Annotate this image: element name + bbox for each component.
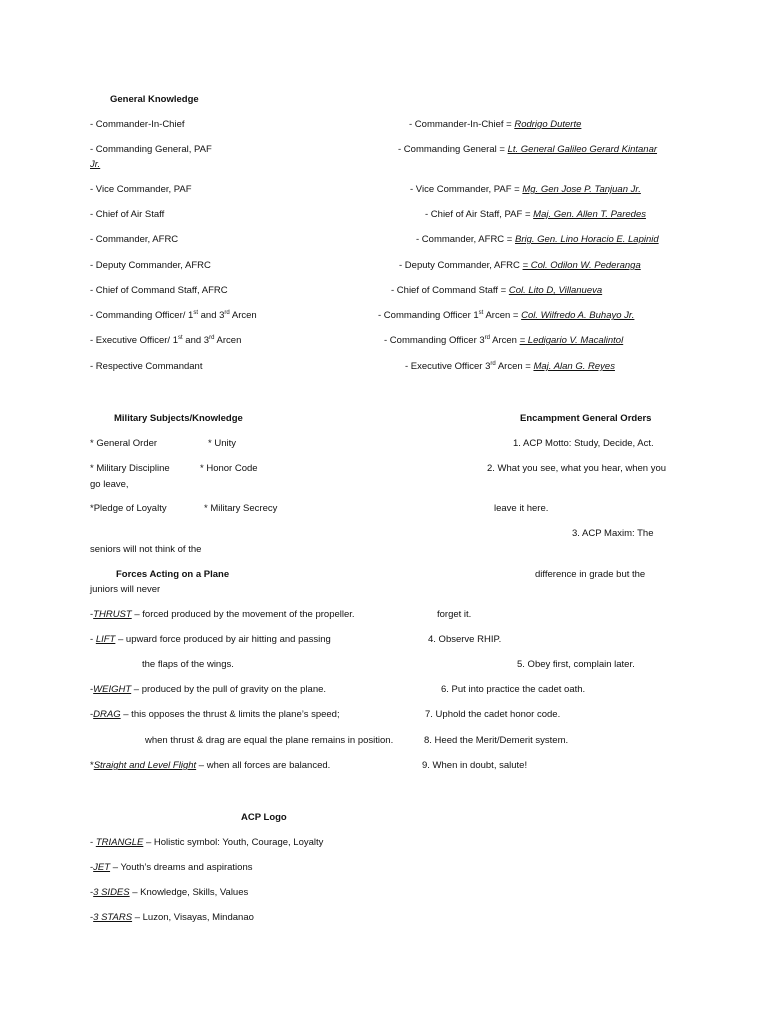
position-left: - Deputy Commander, AFRC: [90, 260, 211, 271]
officer-entry: [416, 234, 659, 246]
text: – Holistic symbol: Youth, Courage, Loyalty: [143, 837, 324, 848]
order-line: 9. When in doubt, salute!: [422, 760, 528, 771]
officer-entry: [398, 144, 657, 156]
officer-name: Mg. Gen Jose P. Tanjuan Jr.: [522, 184, 641, 195]
force-weight: [90, 684, 326, 696]
subject-item: * Honor Code: [200, 463, 258, 474]
text: -: [90, 837, 96, 848]
term: WEIGHT: [93, 684, 132, 695]
text: - Chief of Command Staff =: [391, 285, 509, 296]
text: rd: [224, 310, 230, 316]
text: - Executive Officer/ 1: [90, 335, 178, 346]
term: 3 SIDES: [93, 887, 130, 898]
text: and 3: [197, 310, 225, 321]
officer-name: Brig. Gen. Lino Horacio E. Lapinid: [515, 234, 659, 245]
officer-entry: [410, 184, 641, 196]
text: – produced by the pull of gravity on the plane.: [131, 684, 327, 695]
logo-item: [90, 887, 248, 899]
order-line: seniors will not think of the: [90, 544, 202, 555]
section-title-forces: Forces Acting on a Plane: [116, 569, 230, 580]
term: JET: [93, 862, 111, 873]
officer-name: Rodrigo Duterte: [514, 119, 582, 130]
term: 3 STARS: [93, 912, 133, 923]
text: – when all forces are balanced.: [196, 760, 331, 771]
order-line: juniors will never: [90, 584, 161, 595]
text: and 3: [182, 335, 210, 346]
order-line: 6. Put into practice the cadet oath.: [441, 684, 586, 695]
order-line: forget it.: [437, 609, 472, 620]
text: Arcen =: [495, 361, 534, 372]
text: *: [90, 760, 94, 771]
force-level-flight: [90, 760, 330, 772]
text: Arcen: [229, 310, 257, 321]
logo-item: [90, 837, 323, 849]
officer-name: Maj. Gen. Allen T. Paredes: [533, 209, 646, 220]
text: - Commanding Officer 1: [378, 310, 479, 321]
order-line: 7. Uphold the cadet honor code.: [425, 709, 561, 720]
officer-name: Maj. Alan G. Reyes: [533, 361, 615, 372]
order-line: 8. Heed the Merit/Demerit system.: [424, 735, 569, 746]
officer-name: Lt. General Galileo Gerard Kintanar: [507, 144, 658, 155]
order-line: go leave,: [90, 479, 129, 490]
section-title-general-knowledge: General Knowledge: [110, 94, 199, 105]
text: Arcen: [490, 335, 520, 346]
officer-entry: [399, 260, 641, 272]
order-line: 3. ACP Maxim: The: [572, 528, 654, 539]
position-left: [90, 335, 241, 347]
position-left: - Commanding General, PAF: [90, 144, 212, 155]
term: THRUST: [93, 609, 132, 620]
force-lift: [90, 634, 331, 646]
position-left: - Commander-In-Chief: [90, 119, 185, 130]
text: rd: [490, 361, 496, 367]
text: - Commander-In-Chief =: [409, 119, 515, 130]
text: -: [90, 609, 94, 620]
term: Straight and Level Flight: [93, 760, 197, 771]
order-line: 2. What you see, what you hear, when you: [487, 463, 667, 474]
text: st: [193, 310, 198, 316]
subject-item: *Pledge of Loyalty: [90, 503, 167, 514]
force-drag: [90, 709, 340, 721]
text: – this opposes the thrust & limits the plane’s speed;: [120, 709, 340, 720]
text: Arcen: [214, 335, 242, 346]
position-left: - Chief of Air Staff: [90, 209, 165, 220]
text: -: [90, 887, 94, 898]
term: LIFT: [95, 634, 116, 645]
text: -: [90, 709, 94, 720]
term: DRAG: [93, 709, 121, 720]
position-left: - Respective Commandant: [90, 361, 203, 372]
text: rd: [209, 335, 215, 341]
text: – forced produced by the movement of the propeller.: [131, 609, 355, 620]
order-line: 1. ACP Motto: Study, Decide, Act.: [513, 438, 654, 449]
officer-entry: [409, 119, 581, 131]
officer-name: Col. Wilfredo A. Buhayo Jr.: [521, 310, 635, 321]
text: - Commanding General =: [398, 144, 508, 155]
text: rd: [484, 335, 491, 341]
text: - Executive Officer 3: [405, 361, 491, 372]
text: – Luzon, Visayas, Mindanao: [132, 912, 254, 923]
order-line: 4. Observe RHIP.: [428, 634, 502, 645]
order-line: 5. Obey first, complain later.: [517, 659, 635, 670]
text: -: [90, 912, 94, 923]
officer-name: = Ledigario V. Macalintol: [519, 335, 624, 346]
officer-entry: [384, 335, 623, 347]
position-left: - Chief of Command Staff, AFRC: [90, 285, 228, 296]
text: - Chief of Air Staff, PAF =: [425, 209, 534, 220]
force-drag-cont: when thrust & drag are equal the plane remains in position.: [145, 735, 394, 746]
officer-entry: [378, 310, 634, 322]
term: TRIANGLE: [95, 837, 144, 848]
logo-item: [90, 862, 252, 874]
officer-name: Col. Lito D, Villanueva: [508, 285, 603, 296]
text: -: [90, 862, 94, 873]
text: st: [178, 335, 183, 341]
text: – upward force produced by air hitting and passing: [115, 634, 331, 645]
text: – Youth’s dreams and aspirations: [110, 862, 253, 873]
text: - Vice Commander, PAF =: [410, 184, 523, 195]
section-title-general-orders: Encampment General Orders: [520, 413, 652, 424]
logo-item: [90, 912, 254, 924]
subject-item: * Unity: [208, 438, 236, 449]
subject-item: * General Order: [90, 438, 158, 449]
subject-item: * Military Secrecy: [204, 503, 278, 514]
order-line: difference in grade but the: [535, 569, 646, 580]
section-title-military-subjects: Military Subjects/Knowledge: [114, 413, 243, 424]
officer-entry: [405, 361, 615, 373]
position-left: [90, 310, 257, 322]
position-left: - Vice Commander, PAF: [90, 184, 192, 195]
officer-entry: [391, 285, 602, 297]
position-left: - Commander, AFRC: [90, 234, 179, 245]
order-line: leave it here.: [494, 503, 549, 514]
text: -: [90, 634, 96, 645]
text: – Knowledge, Skills, Values: [129, 887, 249, 898]
section-title-acp-logo: ACP Logo: [241, 812, 287, 823]
subject-item: * Military Discipline: [90, 463, 170, 474]
text: - Commanding Officer 3: [384, 335, 485, 346]
text: -: [90, 684, 94, 695]
officer-name: = Col. Odilon W. Pederanga: [522, 260, 641, 271]
officer-name-cont: Jr.: [90, 159, 101, 170]
text: - Commanding Officer/ 1: [90, 310, 194, 321]
force-lift-cont: the flaps of the wings.: [142, 659, 234, 670]
officer-entry: [425, 209, 646, 221]
text: - Commander, AFRC =: [416, 234, 515, 245]
text: - Deputy Commander, AFRC: [399, 260, 523, 271]
text: st: [478, 310, 484, 316]
text: Arcen =: [483, 310, 522, 321]
force-thrust: [90, 609, 355, 621]
